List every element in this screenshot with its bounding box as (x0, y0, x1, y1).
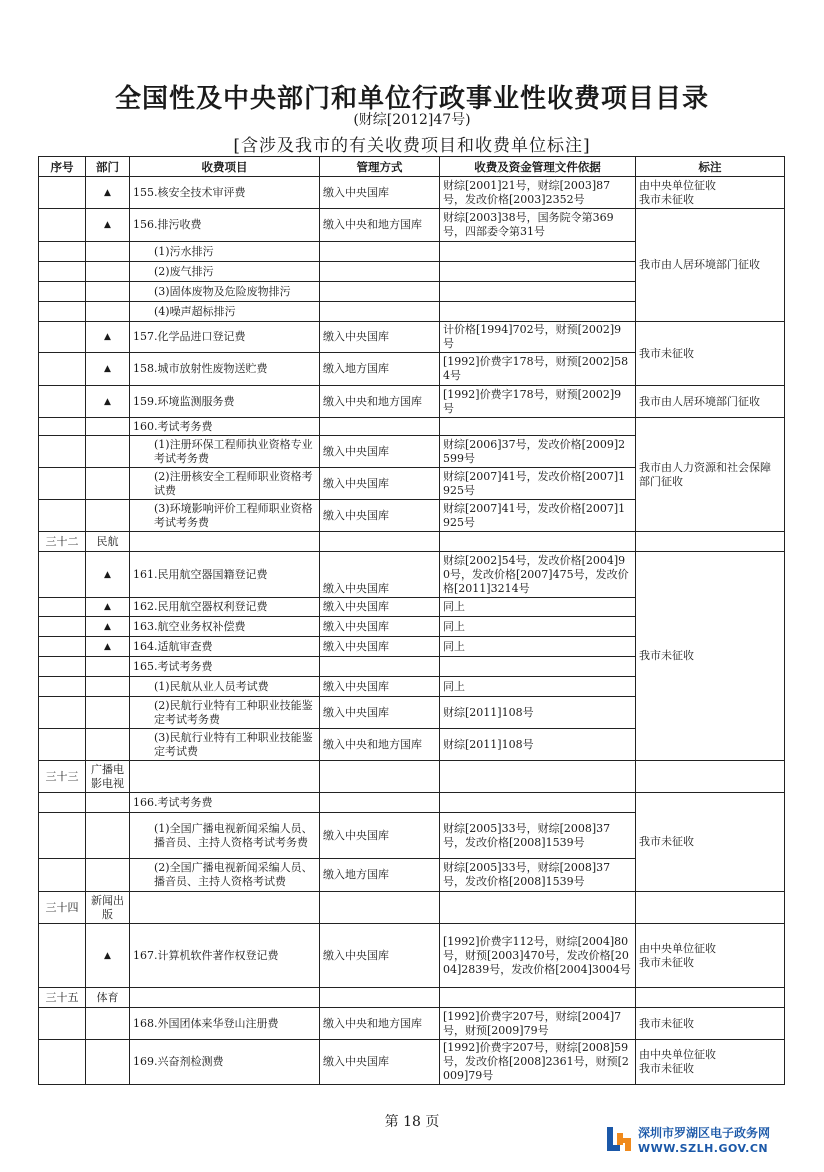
basis-cell: [1992]价费字112号，财综[2004]80号，财预[2003]470号，发改价格[2004]2839号，发改价格[2004]3004号 (440, 924, 636, 988)
item-cell: (1)民航从业人员考试费 (130, 677, 320, 697)
mgmt-cell: 缴入中央和地方国库 (320, 209, 440, 242)
central-mark: ▲ (86, 177, 130, 209)
mgmt-cell: 缴入中央国库 (320, 468, 440, 500)
header-basis: 收费及资金管理文件依据 (440, 157, 636, 177)
item-cell: (3)环境影响评价工程师职业资格考试考务费 (130, 500, 320, 532)
note-cell: 由中央单位征收 我市未征收 (636, 177, 785, 209)
item-cell: (3)民航行业特有工种职业技能鉴定考试费 (130, 729, 320, 761)
dept-cell: 广播电影电视 (86, 761, 130, 793)
item-cell: 157.化学品进口登记费 (130, 322, 320, 353)
item-cell: (3)固体废物及危险废物排污 (130, 282, 320, 302)
table-row (39, 1040, 785, 1085)
note-cell: 我市由人力资源和社会保障部门征收 (636, 418, 785, 532)
seq-cell: 三十二 (39, 532, 86, 552)
mgmt-cell: 缴入中央和地方国库 (320, 386, 440, 418)
basis-cell: 同上 (440, 637, 636, 657)
fee-catalog-table (38, 156, 785, 1085)
basis-cell: 同上 (440, 598, 636, 617)
basis-cell: 财综[2005]33号，财综[2008]37号，发改价格[2008]1539号 (440, 859, 636, 892)
mgmt-cell: 缴入中央国库 (320, 1040, 440, 1085)
item-cell: 162.民用航空器权利登记费 (130, 598, 320, 617)
mgmt-cell: 缴入中央国库 (320, 500, 440, 532)
mgmt-cell: 缴入中央国库 (320, 924, 440, 988)
basis-cell: 计价格[1994]702号，财预[2002]9号 (440, 322, 636, 353)
seq-cell: 三十三 (39, 761, 86, 793)
basis-cell: 财综[2003]38号，国务院令第369号，四部委令第31号 (440, 209, 636, 242)
mgmt-cell: 缴入地方国库 (320, 353, 440, 386)
header-note: 标注 (636, 157, 785, 177)
mgmt-cell: 缴入中央国库 (320, 552, 440, 598)
item-cell: (1)注册环保工程师执业资格专业考试考务费 (130, 436, 320, 468)
item-cell: 166.考试考务费 (130, 793, 320, 813)
mgmt-cell: 缴入中央国库 (320, 697, 440, 729)
category-row (39, 988, 785, 1008)
watermark-url: WWW.SZLH.GOV.CN (638, 1142, 769, 1155)
item-cell: 163.航空业务权补偿费 (130, 617, 320, 637)
item-cell: (1)污水排污 (130, 242, 320, 262)
item-cell: (2)民航行业特有工种职业技能鉴定考试考务费 (130, 697, 320, 729)
table-row (39, 322, 785, 353)
mgmt-cell: 缴入中央国库 (320, 677, 440, 697)
item-cell: (2)全国广播电视新闻采编人员、播音员、主持人资格考试费 (130, 859, 320, 892)
table-row (39, 177, 785, 209)
table-row (39, 418, 785, 436)
note-cell: 我市由人居环境部门征收 (636, 386, 785, 418)
basis-cell: [1992]价费字207号，财综[2004]7号，财预[2009]79号 (440, 1008, 636, 1040)
basis-cell: 同上 (440, 677, 636, 697)
basis-cell: 同上 (440, 617, 636, 637)
mgmt-cell: 缴入中央国库 (320, 617, 440, 637)
central-mark: ▲ (86, 209, 130, 242)
item-cell: 167.计算机软件著作权登记费 (130, 924, 320, 988)
note-cell: 由中央单位征收 我市未征收 (636, 924, 785, 988)
central-mark: ▲ (86, 924, 130, 988)
mgmt-cell: 缴入中央国库 (320, 436, 440, 468)
category-row (39, 532, 785, 552)
basis-cell: [1992]价费字207号，财综[2008]59号，发改价格[2008]2361号，财预[2009]79号 (440, 1040, 636, 1085)
dept-cell: 民航 (86, 532, 130, 552)
item-cell: 169.兴奋剂检测费 (130, 1040, 320, 1085)
item-cell: 164.适航审查费 (130, 637, 320, 657)
basis-cell: 财综[2001]21号，财综[2003]87号，发改价格[2003]2352号 (440, 177, 636, 209)
table-row (39, 552, 785, 598)
category-row (39, 892, 785, 924)
mgmt-cell: 缴入中央国库 (320, 177, 440, 209)
item-cell: (2)注册核安全工程师职业资格考试费 (130, 468, 320, 500)
basis-cell: 财综[2007]41号，发改价格[2007]1925号 (440, 468, 636, 500)
basis-cell: 财综[2011]108号 (440, 697, 636, 729)
item-cell: 156.排污收费 (130, 209, 320, 242)
item-cell: 160.考试考务费 (130, 418, 320, 436)
annotation-note: [含涉及我市的有关收费项目和收费单位标注] (233, 136, 591, 156)
header-mgmt: 管理方式 (320, 157, 440, 177)
mgmt-cell: 缴入中央国库 (320, 322, 440, 353)
central-mark: ▲ (86, 598, 130, 617)
table-header-row (39, 157, 785, 177)
basis-cell: 财综[2002]54号，发改价格[2004]90号，发改价格[2007]475号，发改价格[2011]3214号 (440, 552, 636, 598)
item-cell: 165.考试考务费 (130, 657, 320, 677)
central-mark: ▲ (86, 353, 130, 386)
watermark-site-name: 深圳市罗湖区电子政务网 (638, 1126, 771, 1140)
table-row (39, 209, 785, 242)
central-mark: ▲ (86, 552, 130, 598)
basis-cell: [1992]价费字178号，财预[2002]584号 (440, 353, 636, 386)
mgmt-cell: 缴入地方国库 (320, 859, 440, 892)
table-row (39, 924, 785, 988)
seq-cell: 三十五 (39, 988, 86, 1008)
category-row (39, 761, 785, 793)
seq-cell: 三十四 (39, 892, 86, 924)
basis-cell: 财综[2006]37号，发改价格[2009]2599号 (440, 436, 636, 468)
basis-cell: 财综[2007]41号，发改价格[2007]1925号 (440, 500, 636, 532)
mgmt-cell: 缴入中央国库 (320, 813, 440, 859)
table-row (39, 386, 785, 418)
central-mark: ▲ (86, 386, 130, 418)
mgmt-cell: 缴入中央和地方国库 (320, 729, 440, 761)
header-item: 收费项目 (130, 157, 320, 177)
lh-logo-icon (604, 1124, 634, 1154)
central-mark: ▲ (86, 637, 130, 657)
item-cell: 168.外国团体来华登山注册费 (130, 1008, 320, 1040)
dept-cell: 新闻出版 (86, 892, 130, 924)
item-cell: 158.城市放射性废物送贮费 (130, 353, 320, 386)
central-mark: ▲ (86, 322, 130, 353)
mgmt-cell: 缴入中央和地方国库 (320, 1008, 440, 1040)
dept-cell: 体育 (86, 988, 130, 1008)
mgmt-cell: 缴入中央国库 (320, 598, 440, 617)
table-row (39, 1008, 785, 1040)
page-number: 第 18 页 (384, 1114, 440, 1130)
basis-cell: 财综[2005]33号，财综[2008]37号，发改价格[2008]1539号 (440, 813, 636, 859)
note-cell: 我市未征收 (636, 793, 785, 892)
note-cell: 我市未征收 (636, 322, 785, 386)
item-cell: 159.环境监测服务费 (130, 386, 320, 418)
header-seq: 序号 (39, 157, 86, 177)
table-row (39, 793, 785, 813)
item-cell: 161.民用航空器国籍登记费 (130, 552, 320, 598)
note-cell: 我市未征收 (636, 1008, 785, 1040)
note-cell: 我市由人居环境部门征收 (636, 209, 785, 322)
note-cell: 我市未征收 (636, 552, 785, 761)
note-cell: 由中央单位征收 我市未征收 (636, 1040, 785, 1085)
header-dept: 部门 (86, 157, 130, 177)
document-number: (财综[2012]47号) (353, 112, 471, 128)
mgmt-cell: 缴入中央国库 (320, 637, 440, 657)
item-cell: (4)噪声超标排污 (130, 302, 320, 322)
basis-cell: [1992]价费字178号，财预[2002]9号 (440, 386, 636, 418)
item-cell: 155.核安全技术审评费 (130, 177, 320, 209)
page-title: 全国性及中央部门和单位行政事业性收费项目目录 (114, 84, 709, 114)
site-watermark (604, 1122, 800, 1162)
item-cell: (2)废气排污 (130, 262, 320, 282)
central-mark: ▲ (86, 617, 130, 637)
basis-cell: 财综[2011]108号 (440, 729, 636, 761)
item-cell: (1)全国广播电视新闻采编人员、播音员、主持人资格考试考务费 (130, 813, 320, 859)
